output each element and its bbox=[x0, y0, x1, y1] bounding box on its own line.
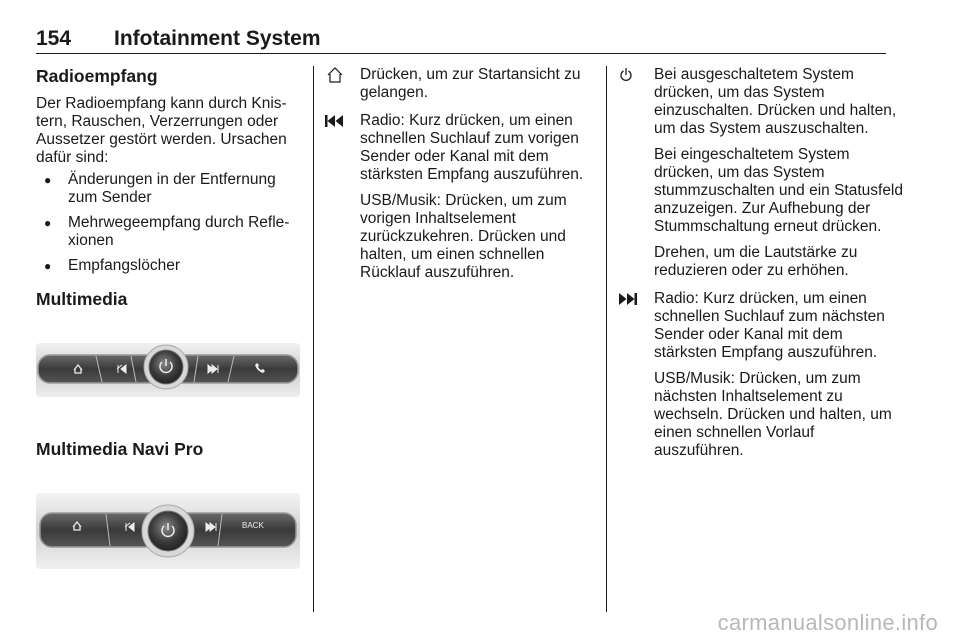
list-item: ● Mehrwegeempfang durch Refle-xionen bbox=[36, 214, 304, 250]
page-number: 154 bbox=[36, 27, 72, 50]
multimedia-navi-pro-control-panel-image bbox=[36, 483, 300, 579]
previous-usb-text: USB/Musik: Drücken, um zum vorigen Inhaltselement zurückzukehren. Drücken und halten, um einen schnellen Rücklauf auszuführen. bbox=[360, 192, 567, 281]
column-1 bbox=[36, 66, 304, 579]
list-item: ● Änderungen in der Entfernung zum Sender bbox=[36, 171, 304, 207]
list-item: ● Empfangslöcher bbox=[36, 257, 304, 275]
column-divider-2 bbox=[606, 66, 607, 612]
column-2 bbox=[324, 66, 604, 292]
power-on-text: Bei eingeschaltetem System drücken, um das System stummzuschalten und ein Statusfeld anzuzeigen. Zur Aufhebung der Stummschaltung erneut drücken. bbox=[654, 146, 903, 235]
previous-radio-text: Radio: Kurz drücken, um einen schnellen Suchlauf zum vorigen Sender oder Kanal mit dem stärksten Empfang auszuführen. bbox=[360, 112, 584, 183]
chapter-title: Infotainment System bbox=[114, 27, 321, 50]
radio-reception-intro: Der Radioempfang kann durch Knis-tern, Rauschen, Verzerrungen oder Aussetzer gestört werden. Ursachen dafür sind: bbox=[36, 95, 287, 166]
multimedia-navi-pro-heading: Multimedia Navi Pro bbox=[36, 439, 204, 459]
home-icon bbox=[324, 66, 346, 84]
power-button-description bbox=[618, 66, 908, 280]
multimedia-heading: Multimedia bbox=[36, 289, 128, 309]
column-3 bbox=[618, 66, 908, 470]
home-text: Drücken, um zur Startansicht zu gelangen. bbox=[360, 66, 581, 101]
skip-previous-icon bbox=[324, 112, 346, 130]
power-icon bbox=[618, 66, 640, 84]
previous-button-description bbox=[324, 112, 604, 282]
multimedia-control-panel-image bbox=[36, 329, 300, 409]
radio-reception-heading: Radioempfang bbox=[36, 66, 158, 86]
next-button-description bbox=[618, 290, 908, 460]
interference-causes-list bbox=[36, 171, 304, 275]
power-off-text: Bei ausgeschaltetem System drücken, um das System einzuschalten. Drücken und halten, um das System auszuschalten. bbox=[654, 66, 897, 137]
volume-rotate-text: Drehen, um die Lautstärke zu reduzieren oder zu erhöhen. bbox=[654, 244, 858, 279]
next-radio-text: Radio: Kurz drücken, um einen schnellen Suchlauf zum nächsten Sender oder Kanal mit dem stärksten Empfang auszuführen. bbox=[654, 290, 885, 361]
column-divider-1 bbox=[313, 66, 314, 612]
skip-next-icon bbox=[618, 290, 640, 308]
panel-back-label: BACK bbox=[242, 521, 264, 530]
next-usb-text: USB/Musik: Drücken, um zum nächsten Inhaltselement zu wechseln. Drücken und halten, um einen schnellen Vorlauf auszuführen. bbox=[654, 370, 892, 459]
home-button-description bbox=[324, 66, 604, 102]
page-header bbox=[36, 27, 886, 54]
watermark: carmanualsonline.info bbox=[717, 610, 938, 635]
